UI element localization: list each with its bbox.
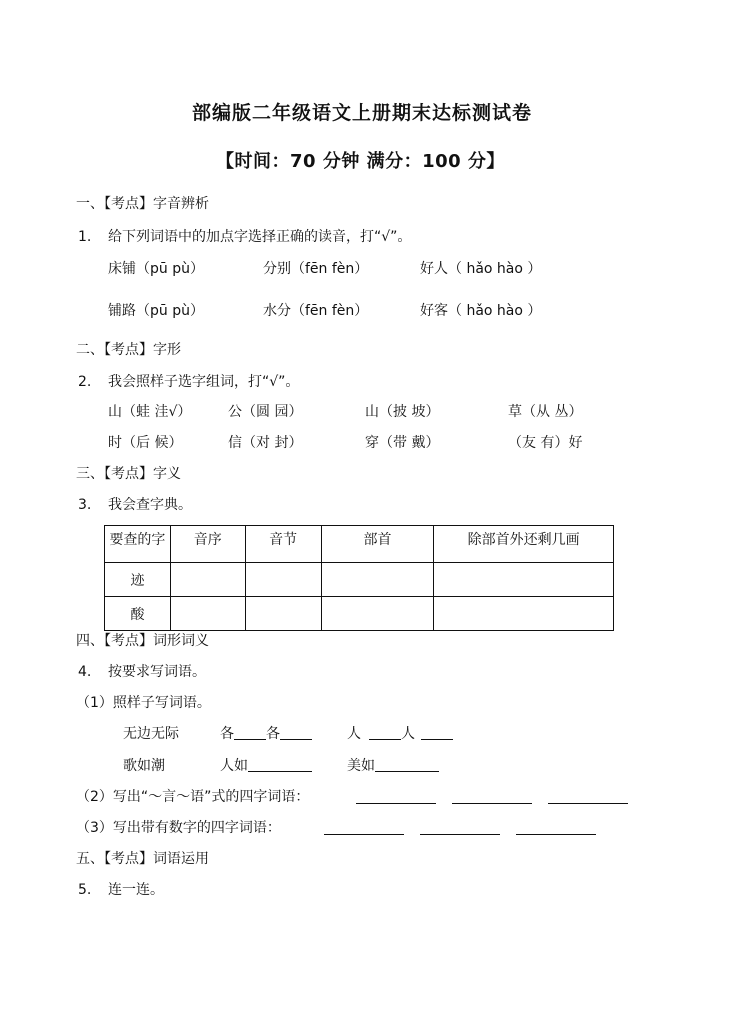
answer-blank[interactable] [452, 789, 532, 804]
answer-blank[interactable] [324, 820, 404, 835]
answer-blank[interactable] [280, 725, 312, 740]
fill-in-item [220, 757, 312, 775]
table-char-cell: 迹 [105, 563, 171, 597]
fill-in-item [347, 757, 439, 775]
question-number-4: 4. [78, 664, 92, 680]
question-text-2: 我会照样子选字组词，打“√”。 [108, 374, 300, 390]
table-header-row [105, 526, 614, 563]
word-choice-item: （友 有）好 [508, 435, 583, 451]
question-number-3: 3. [78, 497, 92, 513]
answer-blank[interactable] [234, 725, 266, 740]
fill-in-char: 各 [266, 726, 280, 742]
fill-in-char: 人 [347, 726, 361, 742]
sub-question-2: （2）写出“～言～语”式的四字词语： [76, 789, 310, 805]
pinyin-item: 水分（fēn fèn） [263, 303, 369, 319]
table-header-cell: 要查的字 [105, 526, 171, 563]
answer-cell[interactable] [434, 597, 614, 631]
table-header-cell: 音节 [245, 526, 321, 563]
table-row [105, 597, 614, 631]
answer-blank[interactable] [369, 725, 401, 740]
table-header-cell: 部首 [321, 526, 434, 563]
answer-blank[interactable] [420, 820, 500, 835]
question-text-4: 按要求写词语。 [108, 664, 206, 680]
page-subtitle: 【时间：70 分钟 满分：100 分】 [216, 151, 505, 172]
word-choice-item: 信（对 封） [228, 435, 303, 451]
dictionary-table [104, 525, 614, 631]
answer-blank[interactable] [421, 725, 453, 740]
table-char-cell: 酸 [105, 597, 171, 631]
word-choice-item: 时（后 候） [108, 435, 183, 451]
question-text-1: 给下列词语中的加点字选择正确的读音，打“√”。 [108, 229, 412, 245]
answer-blank[interactable] [375, 757, 439, 772]
section-heading-2: 二、【考点】字形 [76, 342, 181, 358]
example-word: 歌如潮 [123, 758, 165, 774]
answer-blank[interactable] [356, 789, 436, 804]
answer-blank[interactable] [516, 820, 596, 835]
section-heading-4: 四、【考点】词形词义 [76, 633, 209, 649]
fill-in-char: 人如 [220, 758, 248, 774]
sub-question-1: （1）照样子写词语。 [76, 695, 211, 711]
table-header-cell: 除部首外还剩几画 [434, 526, 614, 563]
section-heading-5: 五、【考点】词语运用 [76, 851, 209, 867]
fill-in-item [220, 725, 312, 743]
question-text-3: 我会查字典。 [108, 497, 192, 513]
question-number-2: 2. [78, 374, 92, 390]
answer-cell[interactable] [321, 563, 434, 597]
fill-in-item [347, 725, 453, 743]
question-text-5: 连一连。 [108, 882, 164, 898]
word-choice-item: 公（圆 园） [228, 404, 303, 420]
question-number-5: 5. [78, 882, 92, 898]
answer-cell[interactable] [170, 563, 245, 597]
fill-in-char: 各 [220, 726, 234, 742]
pinyin-item: 好人（ hǎo hào ） [420, 261, 542, 277]
sub-question-3: （3）写出带有数字的四字词语： [76, 820, 281, 836]
question-number-1: 1. [78, 229, 92, 245]
example-word: 无边无际 [123, 726, 179, 742]
pinyin-item: 铺路（pū pù） [108, 303, 204, 319]
answer-blank[interactable] [548, 789, 628, 804]
answer-cell[interactable] [434, 563, 614, 597]
page-title: 部编版二年级语文上册期末达标测试卷 [192, 102, 533, 124]
section-heading-3: 三、【考点】字义 [76, 466, 181, 482]
answer-blank[interactable] [248, 757, 312, 772]
fill-in-char: 美如 [347, 758, 375, 774]
table-row [105, 563, 614, 597]
pinyin-item: 床铺（pū pù） [108, 261, 204, 277]
fill-in-char: 人 [401, 726, 415, 742]
section-heading-1: 一、【考点】字音辨析 [76, 196, 209, 212]
word-choice-item: 山（披 坡） [365, 404, 440, 420]
answer-cell[interactable] [321, 597, 434, 631]
table-header-cell: 音序 [170, 526, 245, 563]
word-choice-item: 穿（带 戴） [365, 435, 440, 451]
pinyin-item: 分别（fēn fèn） [263, 261, 369, 277]
answer-cell[interactable] [245, 597, 321, 631]
answer-cell[interactable] [245, 563, 321, 597]
word-choice-item: 山（蛙 洼√） [108, 404, 192, 420]
pinyin-item: 好客（ hǎo hào ） [420, 303, 542, 319]
word-choice-item: 草（从 丛） [508, 404, 583, 420]
answer-cell[interactable] [170, 597, 245, 631]
